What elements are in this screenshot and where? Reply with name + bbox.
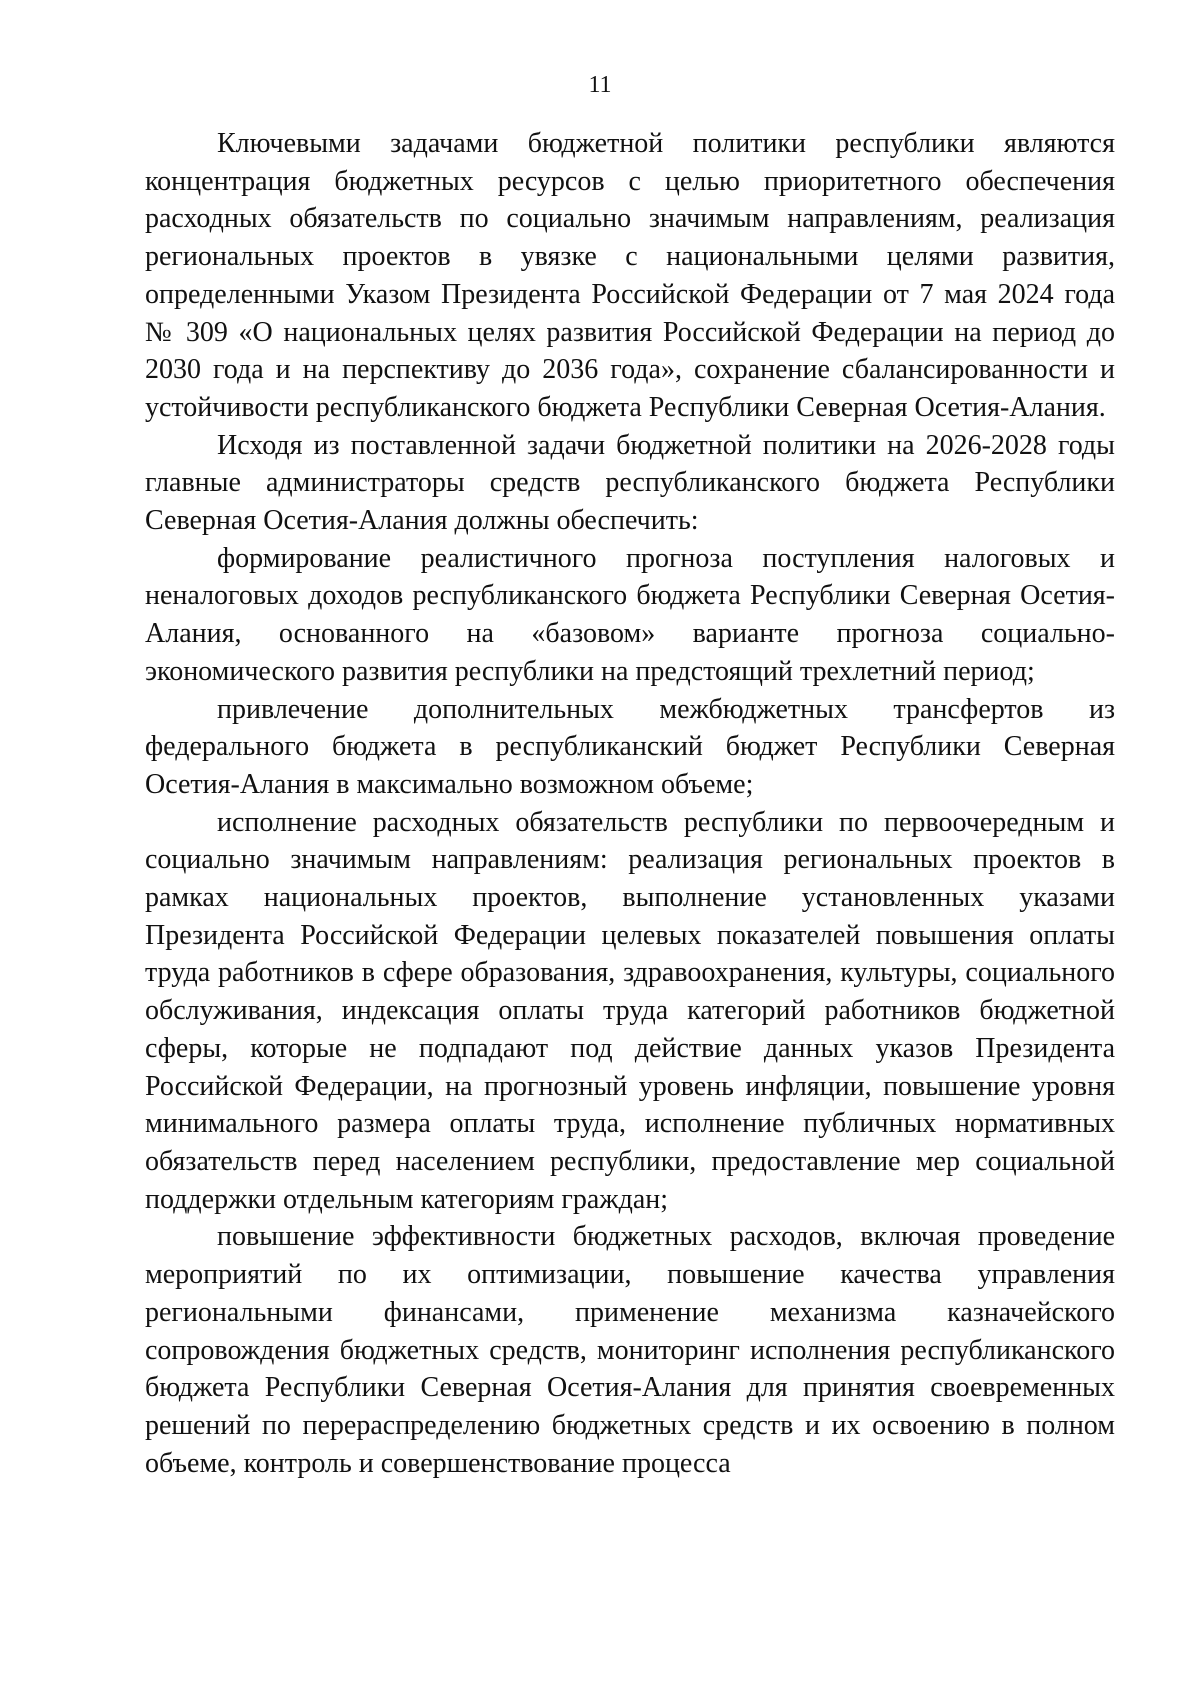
- document-body: [145, 125, 1115, 1482]
- paragraph-budget-policy-tasks: Ключевыми задачами бюджетной политики республики являются концентрация бюджетных ресурсов с целью приоритетного обеспечения расходных обязательств по социально значимым направлениям, реализация региональных проектов в увязке с национальными целями развития, определенными Указом Президента Российской Федерации от 7 мая 2024 года № 309 «О национальных целях развития Российской Федерации на период до 2030 года и на перспективу до 2036 года», сохранение сбалансированности и устойчивости республиканского бюджета Республики Северная Осетия-Алания.: [145, 128, 1115, 423]
- paragraph-revenue-forecast: формирование реалистичного прогноза поступления налоговых и неналоговых доходов республиканского бюджета Республики Северная Осетия-Алания, основанного на «базовом» варианте прогноза социально-экономического развития республики на предстоящий трехлетний период;: [145, 542, 1115, 687]
- paragraph-administrators-duties: Исходя из поставленной задачи бюджетной политики на 2026-2028 годы главные администраторы средств республиканского бюджета Республики Северная Осетия-Алания должны обеспечить:: [145, 429, 1115, 537]
- paragraph-federal-transfers: привлечение дополнительных межбюджетных трансфертов из федерального бюджета в республиканский бюджет Республики Северная Осетия-Алания в максимально возможном объеме;: [145, 693, 1115, 800]
- paragraph-spending-efficiency: повышение эффективности бюджетных расходов, включая проведение мероприятий по их оптимизации, повышение качества управления региональными финансами, применение механизма казначейского сопровождения бюджетных средств, мониторинг исполнения республиканского бюджета Республики Северная Осетия-Алания для принятия своевременных решений по перераспределению бюджетных средств и их освоению в полном объеме, контроль и совершенствование процесса: [145, 1221, 1115, 1479]
- paragraph-priority-obligations: исполнение расходных обязательств республики по первоочередным и социально значимым направлениям: реализация региональных проектов в рамках национальных проектов, выполнение установленных указами Президента Российской Федерации целевых показателей повышения оплаты труда работников в сфере образования, здравоохранения, культуры, социального обслуживания, индексация оплаты труда категорий работников бюджетной сферы, которые не подпадают под действие данных указов Президента Российской Федерации, на прогнозный уровень инфляции, повышение уровня минимального размера оплаты труда, исполнение публичных нормативных обязательств перед населением республики, предоставление мер социальной поддержки отдельным категориям граждан;: [145, 806, 1115, 1215]
- page-number: 11: [588, 72, 612, 98]
